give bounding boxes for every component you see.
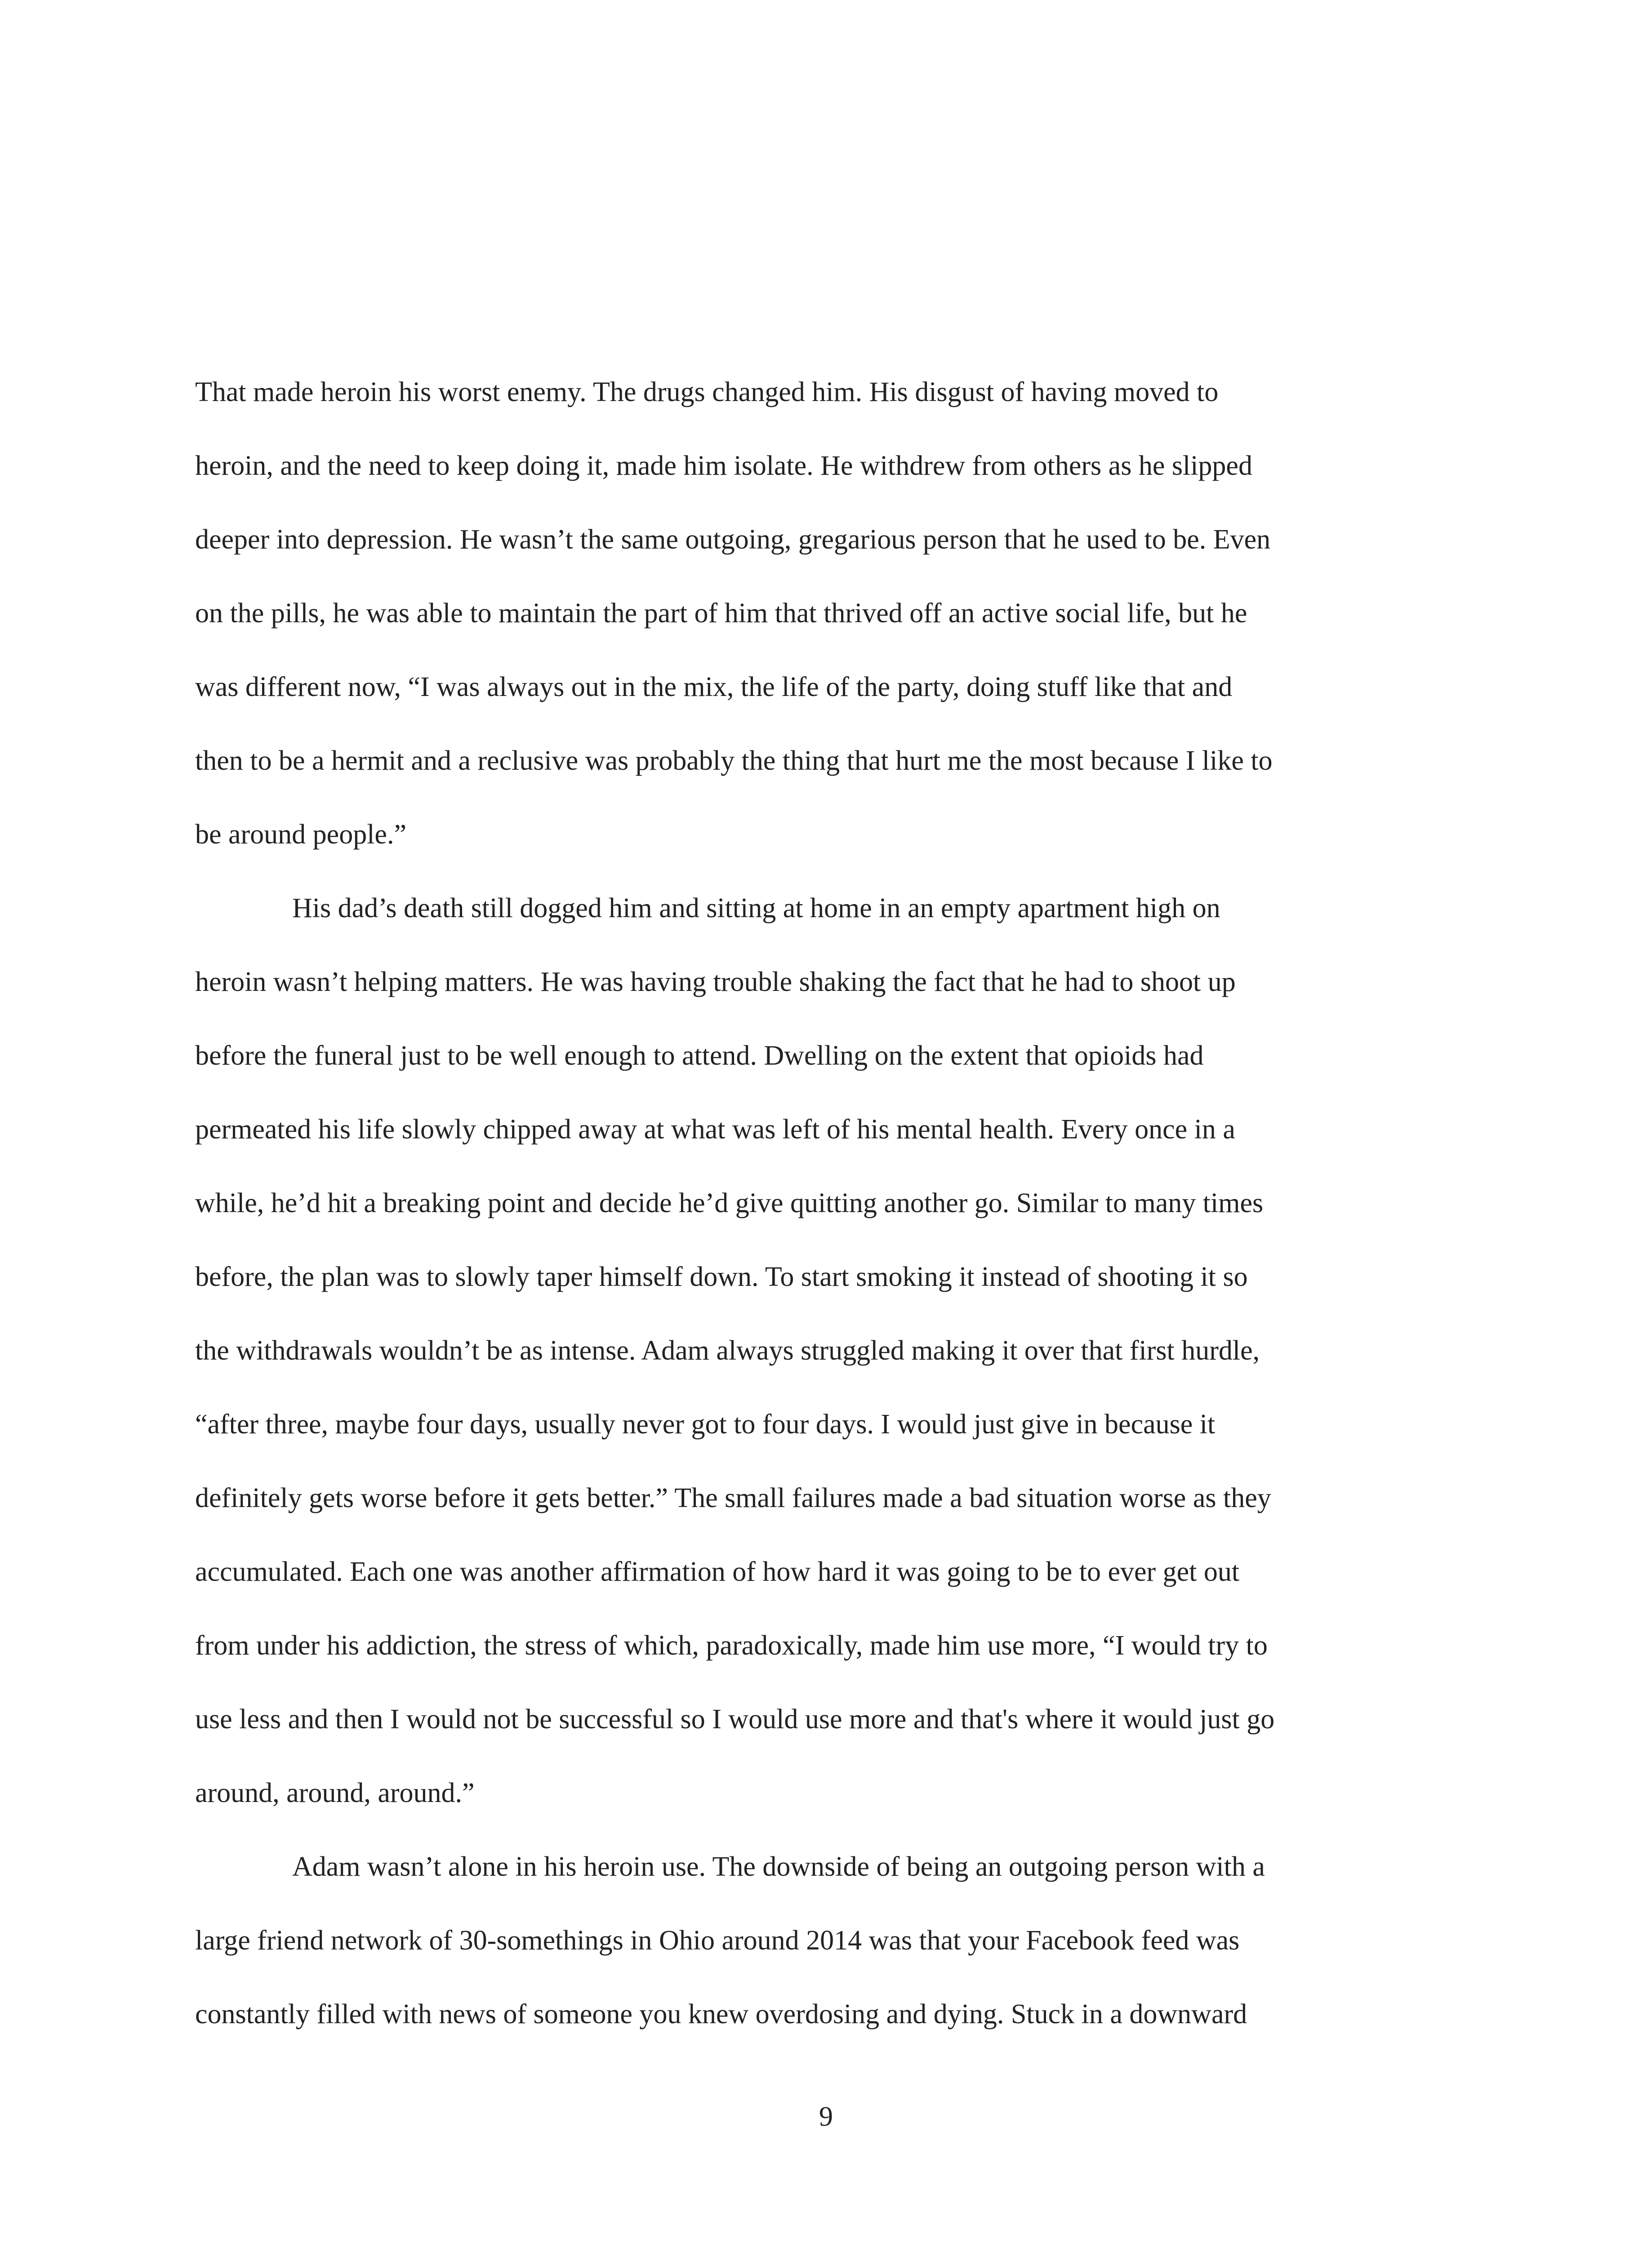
text-line: before, the plan was to slowly taper himself down. To start smoking it instead of shooting it so [195,1262,1248,1292]
text-line: constantly filled with news of someone you knew overdosing and dying. Stuck in a downward [195,1999,1247,2029]
text-line: then to be a hermit and a reclusive was probably the thing that hurt me the most because I like to [195,745,1273,776]
text-line: was different now, “I was always out in the mix, the life of the party, doing stuff like that and [195,672,1233,702]
text-line: while, he’d hit a breaking point and decide he’d give quitting another go. Similar to many times [195,1188,1264,1218]
text-line: before the funeral just to be well enough to attend. Dwelling on the extent that opioids had [195,1040,1204,1071]
text-line: from under his addiction, the stress of which, paradoxically, made him use more, “I would try to [195,1630,1268,1661]
text-line: around, around, around.” [195,1778,475,1808]
body-text [195,355,1449,2051]
text-line: on the pills, he was able to maintain the part of him that thrived off an active social life, but he [195,598,1247,629]
text-line: large friend network of 30-somethings in Ohio around 2014 was that your Facebook feed was [195,1925,1240,1956]
text-line: use less and then I would not be successful so I would use more and that's where it would just go [195,1704,1275,1735]
text-line: the withdrawals wouldn’t be as intense. Adam always struggled making it over that first hurdle, [195,1335,1260,1366]
text-line: definitely gets worse before it gets better.” The small failures made a bad situation worse as they [195,1483,1271,1513]
text-line: heroin wasn’t helping matters. He was having trouble shaking the fact that he had to shoot up [195,967,1236,997]
text-line: Adam wasn’t alone in his heroin use. The downside of being an outgoing person with a [292,1851,1265,1882]
text-line: permeated his life slowly chipped away at what was left of his mental health. Every once in a [195,1114,1235,1145]
text-line: His dad’s death still dogged him and sitting at home in an empty apartment high on [292,893,1220,923]
text-line: deeper into depression. He wasn’t the same outgoing, gregarious person that he used to be. Even [195,524,1271,555]
page-number: 9 [819,2101,833,2132]
text-line: heroin, and the need to keep doing it, made him isolate. He withdrew from others as he slipped [195,450,1252,481]
paragraph-2 [195,871,1449,1830]
text-line: “after three, maybe four days, usually never got to four days. I would just give in because it [195,1409,1216,1440]
text-line: be around people.” [195,819,406,850]
paragraph-1 [195,355,1449,871]
paragraph-3 [195,1830,1449,2051]
text-line: That made heroin his worst enemy. The drugs changed him. His disgust of having moved to [195,377,1219,407]
text-line: accumulated. Each one was another affirmation of how hard it was going to be to ever get out [195,1557,1240,1587]
